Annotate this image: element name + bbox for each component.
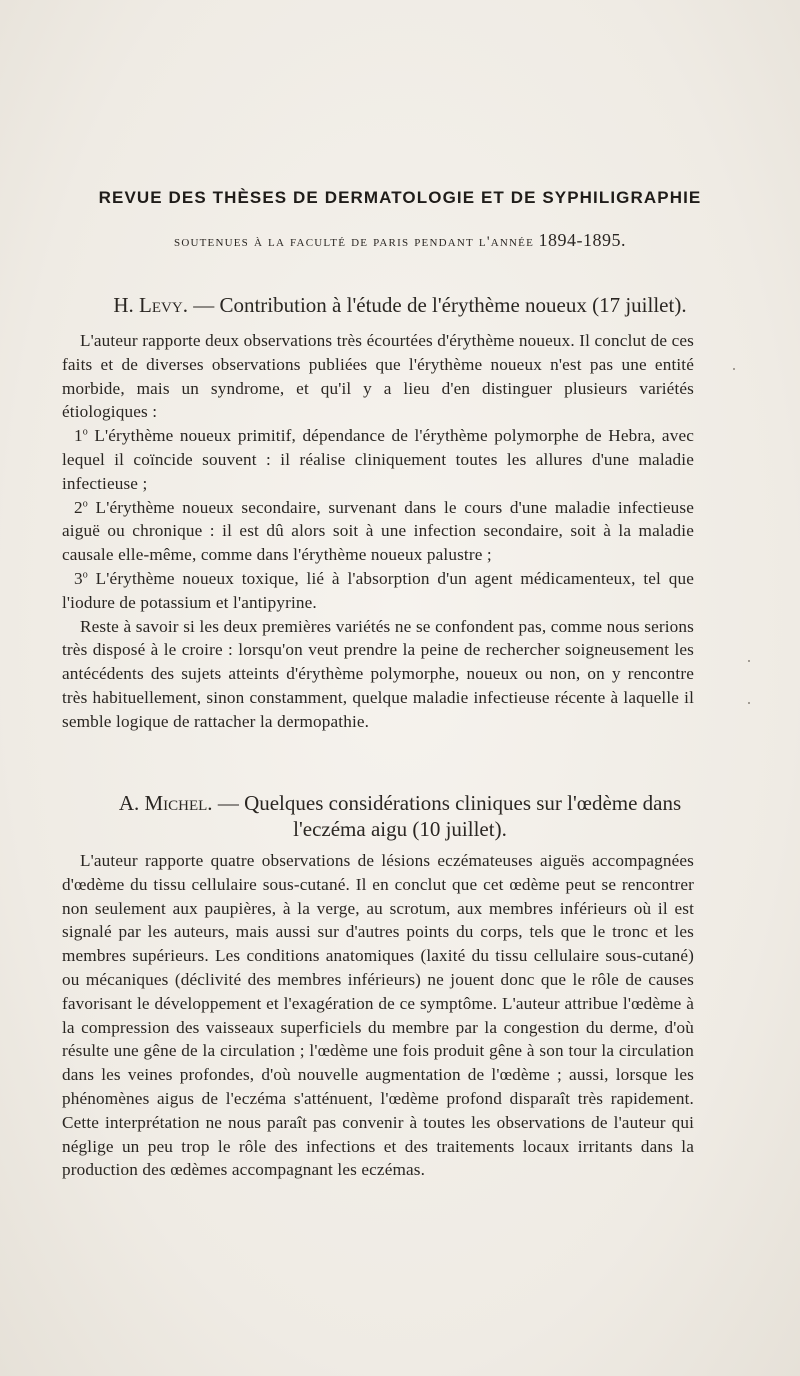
page-title: REVUE DES THÈSES DE DERMATOLOGIE ET DE SYPHILIGRAPHIE [98, 188, 702, 207]
scan-speck [733, 368, 735, 370]
entry-2-paragraph-1: L'auteur rapporte quatre observations de lésions eczémateuses aiguës accompagnées d'œdème du tissu cellulaire sous-cutané. Il en conclut que cet œdème peut se rencontrer non seulement aux paupières, à la verge, au scrotum, aux membres inférieurs où il est signalé par les auteurs, mais aussi sur d'autres points du corps, tels que le tronc et les membres supérieurs. Les conditions anatomiques (laxité du tissu cellulaire sous-cutané) ou mécaniques (déclivité des membres inférieurs) ne jouent donc que le rôle de causes favorisant le développement et l'exagération de ce symptôme. L'auteur attribue l'œdème à la compression des vaisseaux superficiels du membre par la congestion du derme, d'où résulte une gêne de la circulation ; l'œdème une fois produit gêne à son tour la circulation dans les veines profondes, d'où nouvelle augmentation de l'œdème ; aussi, lorsque les phénomènes aigus de l'eczéma s'atténuent, l'œdème profond disparaît très rapidement. Cette interprétation ne nous paraît pas convenir à toutes les observations de l'auteur qui néglige un peu trop le rôle des infections et des traitements locaux irritants dans la production des œdèmes accompagnant les eczémas. [62, 851, 694, 1180]
entry-2-title: — Quelques considérations cliniques sur l'œdème dans l'eczéma aigu (10 juillet). [217, 791, 682, 841]
item-3-number: 3 [74, 568, 83, 588]
entry-2-heading [80, 790, 720, 842]
scan-speck [748, 660, 750, 662]
item-3-text: L'érythème noueux toxique, lié à l'absorption d'un agent médicamenteux, tel que l'iodure de potassium et l'antipyrine. [62, 568, 694, 612]
entry-2-author: A. Michel. [118, 791, 213, 815]
entry-1-title: — Contribution à l'étude de l'érythème noueux (17 juillet). [193, 293, 687, 317]
entry-1-item-2 [62, 496, 694, 567]
page-subtitle [60, 230, 740, 251]
entry-1-paragraph-2: Reste à savoir si les deux premières variétés ne se confondent pas, comme nous serions très disposé à le croire : lorsqu'on veut prendre la peine de rechercher soigneusement les antécédents des sujets atteints d'érythème polymorphe, noueux ou non, on y rencontre très habituellement, sinon constamment, quelque maladie infectieuse récente à laquelle il semble logique de rattacher la dermopathie. [62, 616, 694, 731]
item-1-ordinal: o [82, 426, 88, 438]
subtitle-text: soutenues à la faculté de paris pendant l'année [174, 234, 534, 250]
entry-2-body [62, 849, 694, 1182]
subtitle-year: 1894-1895. [538, 230, 626, 250]
item-2-ordinal: o [82, 497, 88, 509]
item-1-number: 1 [74, 426, 83, 446]
item-3-ordinal: o [82, 569, 88, 581]
entry-1-item-3 [62, 567, 694, 615]
item-2-text: L'érythème noueux secondaire, survenant dans le cours d'une maladie infectieuse aiguë ou chronique : il est dû alors soit à une infection secondaire, soit à la maladie causale elle-même, comme dans l'érythème noueux palustre ; [62, 497, 694, 565]
entry-1-heading [60, 292, 740, 318]
scan-speck [748, 702, 750, 704]
entry-1-paragraph-1: L'auteur rapporte deux observations très écourtées d'érythème noueux. Il conclut de ces faits et de diverses observations publiées que l'érythème noueux n'est pas une entité morbide, mais un syndrome, et qu'il y a lieu d'en distinguer plusieurs variétés étiologiques : [62, 331, 694, 422]
item-1-text: L'érythème noueux primitif, dépendance de l'érythème polymorphe de Hebra, avec lequel il coïncide souvent : il réalise cliniquement toutes les allures d'une maladie infectieuse ; [62, 426, 694, 493]
entry-1-body [62, 329, 694, 734]
entry-1-item-1 [62, 424, 694, 495]
item-2-number: 2 [74, 497, 83, 517]
entry-1-author: H. Levy. [113, 293, 188, 317]
